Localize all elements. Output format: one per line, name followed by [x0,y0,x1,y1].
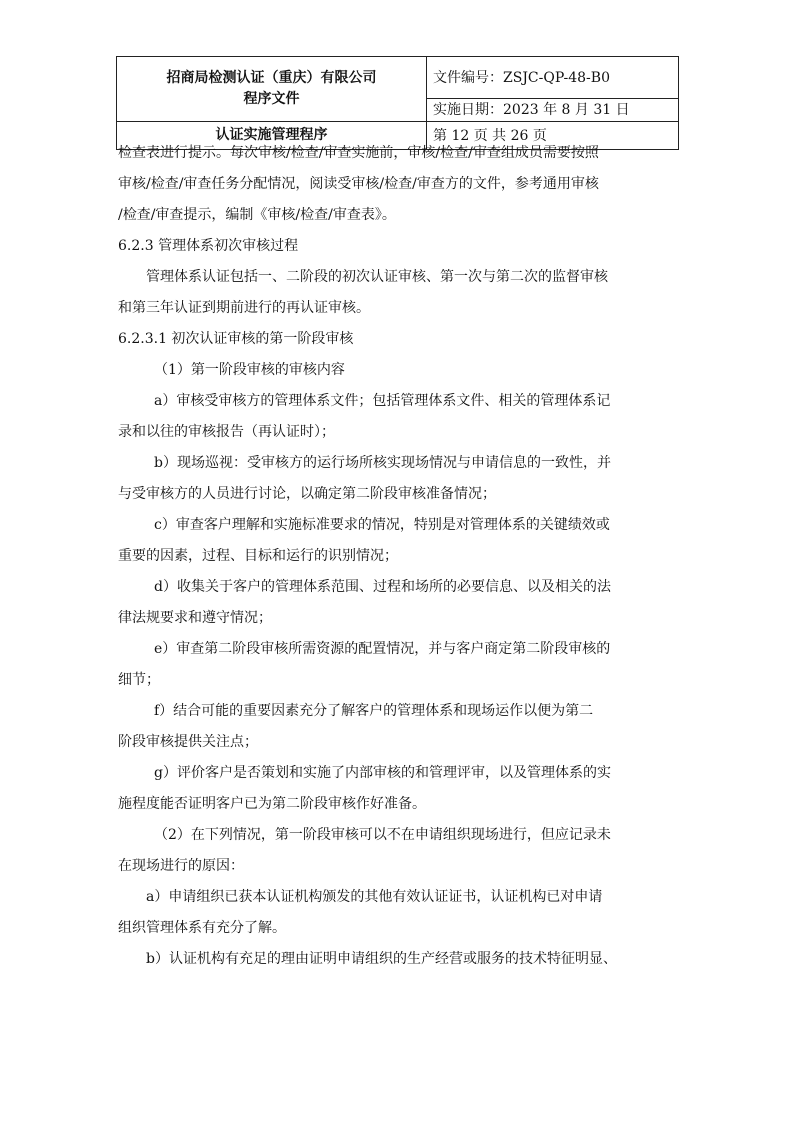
body-line: 审核/检查/审查任务分配情况，阅读受审核/检查/审查方的文件，参考通用审核 [118,176,599,192]
company-name: 招商局检测认证（重庆）有限公司 [166,70,377,86]
list-item: d）收集关于客户的管理体系范围、过程和场所的必要信息、以及相关的法 [154,579,611,595]
section-heading: 6.2.3.1 初次认证审核的第一阶段审核 [118,331,354,347]
body-line: 施程度能否证明客户已为第二阶段审核作好准备。 [118,796,426,812]
sub-heading: （1）第一阶段审核的审核内容 [154,362,345,378]
document-type: 程序文件 [243,91,300,107]
body-line: 录和以往的审核报告（再认证时）； [118,424,335,440]
list-item: g）评价客户是否策划和实施了内部审核的和管理评审，以及管理体系的实 [154,765,611,781]
body-line: 检查表进行提示。每次审核/检查/审查实施前，审核/检查/审查组成员需要按照 [118,145,599,161]
document-title: 认证实施管理程序 [117,122,427,150]
body-line: 与受审核方的人员进行讨论，以确定第二阶段审核准备情况； [118,486,496,502]
list-item: f）结合可能的重要因素充分了解客户的管理体系和现场运作以便为第二 [154,703,594,719]
header-company-cell [117,57,427,122]
list-item: b）现场巡视：受审核方的运行场所核实现场情况与申请信息的一致性，并 [154,455,611,471]
body-line: 组织管理体系有充分了解。 [118,920,286,936]
list-item: e）审查第二阶段审核所需资源的配置情况，并与客户商定第二阶段审核的 [154,641,611,657]
list-item: a）申请组织已获本认证机构颁发的其他有效认证证书，认证机构已对申请 [146,889,603,905]
body-line: /检查/审查提示，编制《审核/检查/审查表》。 [118,207,396,223]
body-line: 管理体系认证包括一、二阶段的初次认证审核、第一次与第二次的监督审核 [146,269,608,285]
body-line: 和第三年认证到期前进行的再认证审核。 [118,300,370,316]
body-line: 在现场进行的原因： [118,858,244,874]
body-line: 细节； [118,672,160,688]
body-line: 律法规要求和遵守情况； [118,610,272,626]
list-item: a）审核受审核方的管理体系文件；包括管理体系文件、相关的管理体系记 [154,393,611,409]
effective-date: 实施日期：2023 年 8 月 31 日 [427,99,679,122]
page-info: 第 12 页 共 26 页 [427,122,679,150]
list-item: b）认证机构有充足的理由证明申请组织的生产经营或服务的技术特征明显、 [146,951,617,967]
doc-number: 文件编号：ZSJC-QP-48-B0 [427,57,679,99]
sub-heading: （2）在下列情况，第一阶段审核可以不在申请组织现场进行，但应记录未 [154,827,611,843]
body-line: 重要的因素，过程、目标和运行的识别情况； [118,548,398,564]
section-heading: 6.2.3 管理体系初次审核过程 [118,238,299,254]
document-header-table [116,56,679,150]
list-item: c）审查客户理解和实施标准要求的情况，特别是对管理体系的关键绩效或 [154,517,610,533]
body-line: 阶段审核提供关注点； [118,734,258,750]
